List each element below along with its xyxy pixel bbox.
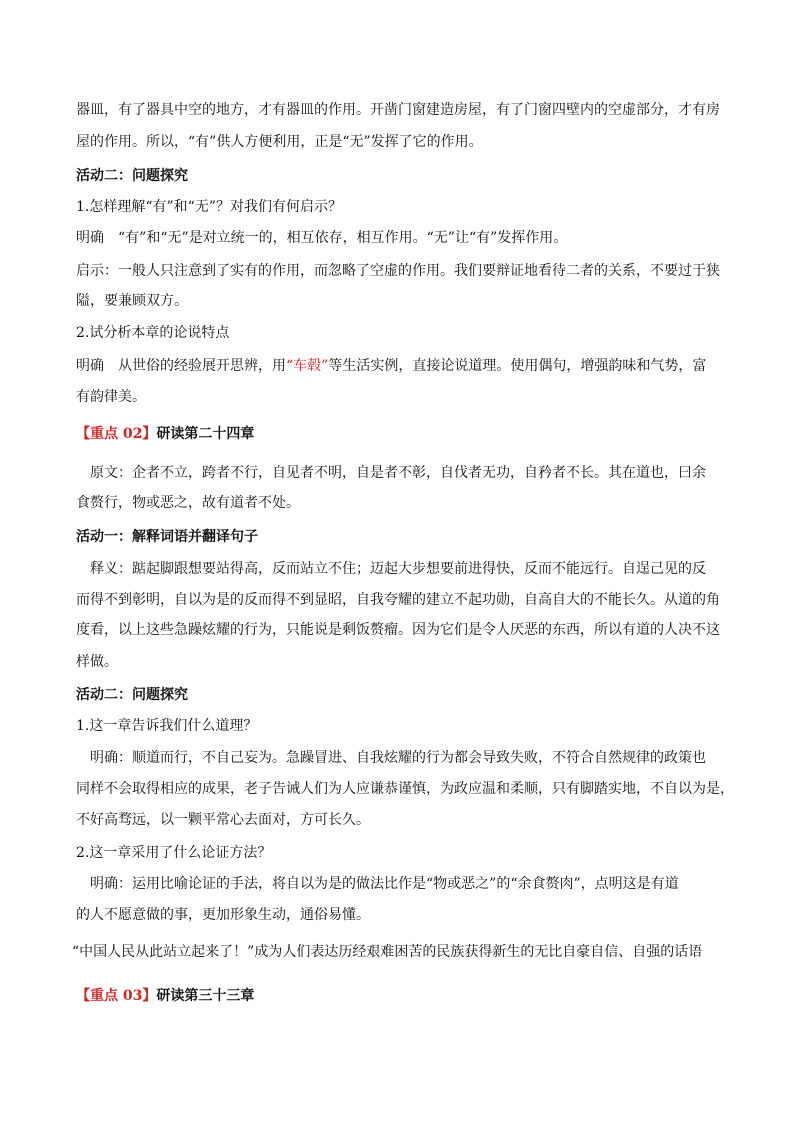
hint-line: 启示：一般人只注意到了实有的作用，而忽略了空虚的作用。我们要辩证地看待二者的关系，不要过于狭 [76,263,720,279]
explanation-line: 而得不到彰明，自以为是的反而得不到显昭，自我夸耀的建立不起功勋，自高自大的不能长久。从道的角 [76,592,720,608]
explanation-line: 样做。 [76,654,118,670]
section-title: 研读第三十三章 [156,988,255,1004]
section-bracket: 】 [142,988,157,1004]
answer-4: 的人不愿意做的事，更加形象生动，通俗易懂。 [76,907,370,923]
answer-2 [76,356,724,376]
section-tag: 重点 03 [90,988,143,1004]
paragraph-line: 屋的作用。所以，“有”供人方便利用，正是“无”发挥了它的作用。 [76,134,483,150]
question-3: 1.这一章告诉我们什么道理？ [76,718,258,734]
paragraph-line: 器皿，有了器具中空的地方，才有器皿的作用。开凿门窗建造房屋，有了门窗四壁内的空虚部分，才有房 [76,102,720,118]
answer-1: 明确 “有”和“无”是对立统一的，相互依存，相互作用。“无”让“有”发挥作用。 [76,230,568,246]
question-4: 2.这一章采用了什么论证方法？ [76,845,272,861]
activity-heading: 活动一：解释词语并翻译句子 [76,529,258,545]
explanation-line: 度看，以上这些急躁炫耀的行为，只能说是剩饭赘瘤。因为它们是令人厌恶的东西，所以有道的人决不这 [76,622,720,638]
section-bracket: 【 [76,426,90,442]
section-bracket: 【 [76,988,90,1004]
section-tag: 重点 02 [90,426,143,442]
original-text: 食赘行，物或恶之，故有道者不处。 [76,495,300,511]
answer-2-text: 明确 从世俗的经验展开思辨，用 [76,358,286,374]
quote-line: “中国人民从此站立起来了！”成为人们表达历经艰难困苦的民族获得新生的无比自豪自信、自强的话语 [72,944,703,960]
explanation-line: 释义：踮起脚跟想要站得高，反而站立不住；迈起大步想要前进得快，反而不能远行。自逞己见的反 [90,561,706,577]
question-2: 2.试分析本章的论说特点 [76,325,230,341]
activity-heading: 活动二：问题探究 [76,687,188,703]
hint-line: 隘，要兼顾双方。 [76,293,188,309]
answer-2-cont: 有韵律美。 [76,389,146,405]
answer-3: 同样不会取得相应的成果，老子告诫人们为人应谦恭谨慎，为政应温和柔顺，只有脚踏实地，不自以为是， [76,781,734,797]
answer-4: 明确：运用比喻论证的手法，将自以为是的做法比作是“物或恶之”的“余食赘肉”，点明这是有道 [90,876,679,892]
activity-heading: 活动二：问题探究 [76,168,188,184]
answer-2-highlight: “车毂” [286,358,329,374]
section-heading-02 [76,424,724,444]
answer-3: 明确：顺道而行，不自己妄为。急躁冒进、自我炫耀的行为都会导致失败，不符合自然规律的政策也 [90,750,706,766]
section-title: 研读第二十四章 [156,426,255,442]
section-heading-03 [76,986,724,1006]
section-bracket: 】 [142,426,157,442]
answer-2-text: 等生活实例，直接论说道理。使用偶句，增强韵味和气势，富 [328,358,707,374]
original-text: 原文：企者不立，跨者不行，自见者不明，自是者不彰，自伐者无功，自矜者不长。其在道也，曰余 [90,465,706,481]
question-1: 1.怎样理解“有”和“无”？对我们有何启示？ [76,199,342,215]
answer-3: 不好高骛远，以一颗平常心去面对，方可长久。 [76,812,370,828]
